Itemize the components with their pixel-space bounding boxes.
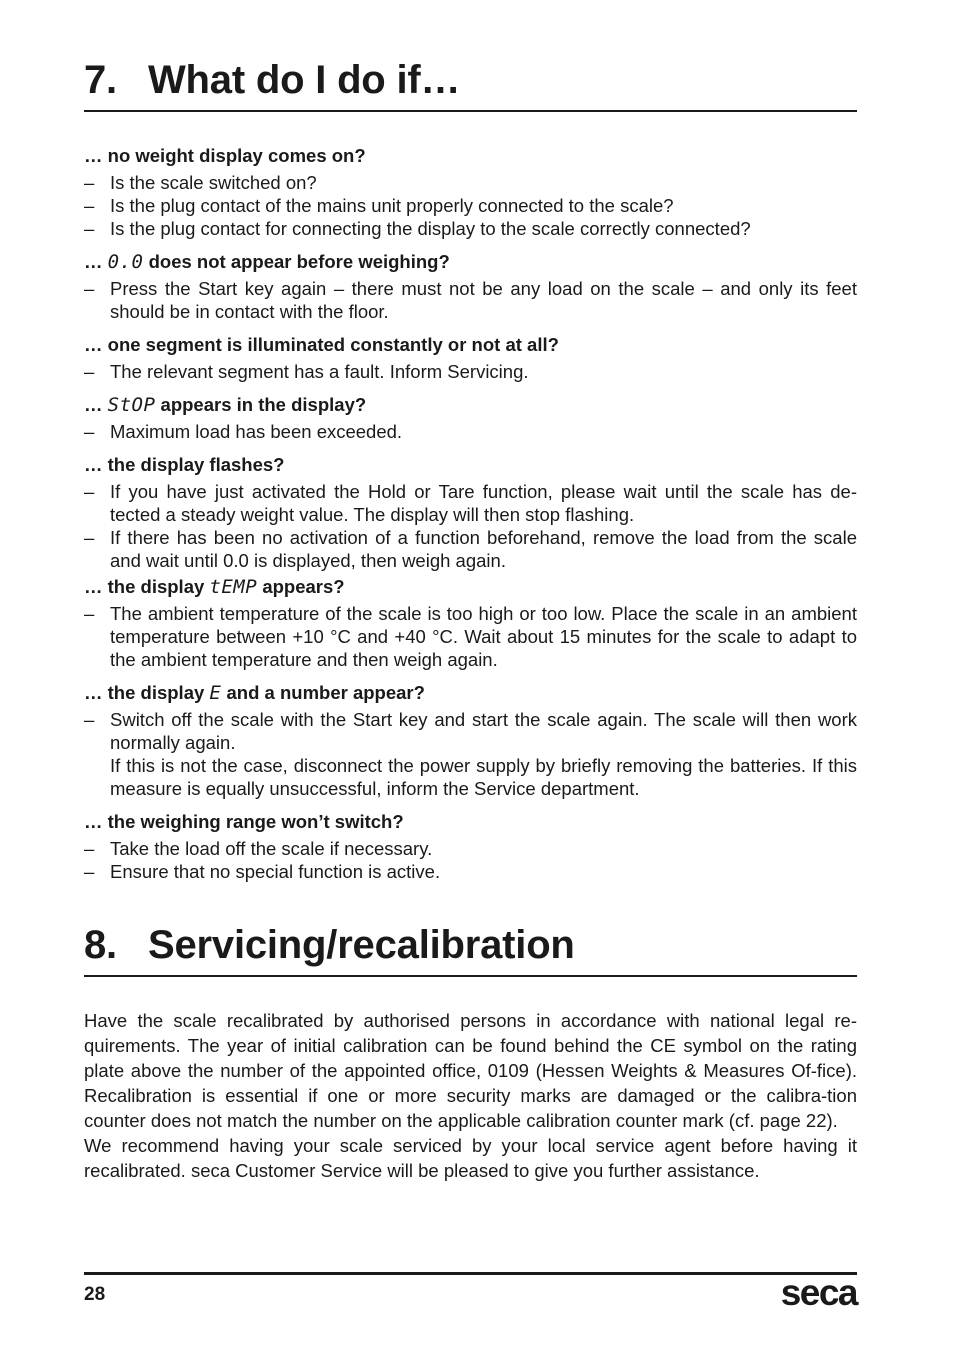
answer-list: [84, 708, 857, 800]
list-item: – Switch off the scale with the Start key and start the scale again. The scale will then work normally again. If this is not the case, disconnect the power supply by briefly removing the batteries. If this measure is equally unsuccessful, inform the Service department.: [84, 709, 857, 799]
segment-display-text: 0.0: [107, 251, 144, 273]
list-item: – Ensure that no special function is active.: [84, 861, 441, 882]
section-8-title: [84, 925, 857, 977]
answer-list: [84, 420, 857, 443]
paragraph: We recommend having your scale serviced by your local service agent before having it recalibrated. seca Customer Service will be pleased to give you further assistance.: [84, 1135, 857, 1181]
question-error-code: … the display E and a number appear?: [84, 682, 425, 704]
list-item: – The ambient temperature of the scale is too high or too low. Place the scale in an ambient temperature between +10 °C and +40 °C. Wait about 15 minutes for the scale to adapt to the ambient temperature and then weigh again.: [84, 603, 857, 670]
page-number: 28: [84, 1284, 106, 1305]
seca-logo: seca: [780, 1272, 857, 1313]
answer-list: [84, 171, 857, 240]
question-zero-not-appear: … 0.0 does not appear before weighing?: [84, 251, 450, 273]
section-8-body: [84, 1008, 857, 1183]
troubleshooting-list: [84, 144, 857, 883]
list-item: – Is the plug contact for connecting the display to the scale correctly connected?: [84, 218, 751, 239]
list-item: – Press the Start key again – there must not be any load on the scale – and only its feet should be in contact with the floor.: [84, 278, 857, 322]
footer-divider: [84, 1272, 857, 1275]
question-segment-fault: … one segment is illuminated constantly or not at all?: [84, 334, 559, 355]
section-8-title-text: Servicing/recalibration: [148, 923, 575, 967]
list-item: – Is the scale switched on?: [84, 172, 317, 193]
question-stop: … StOP appears in the display?: [84, 394, 367, 416]
list-item: – Maximum load has been exceeded.: [84, 421, 403, 442]
section-7-title: [84, 60, 857, 112]
segment-display-text: E: [209, 682, 222, 704]
segment-display-text: StOP: [107, 394, 156, 416]
section-8-number: 8.: [84, 923, 117, 967]
paragraph: Have the scale recalibrated by authorised persons in accordance with national legal re-quirements. The year of initial calibration can be found behind the CE symbol on the rating plate above the number of the appointed office, 0109 (Hessen Weights & Measures Of-fice). Recalibration is essential if one or more security marks are damaged or the calibra-tion counter does not match the number on the applicable calibration counter mark (cf. page 22).: [84, 1010, 857, 1131]
list-item: – If you have just activated the Hold or Tare function, please wait until the scale has de-tected a steady weight value. The display will then stop flashing.: [84, 481, 857, 525]
segment-display-text: tEMP: [209, 576, 258, 598]
list-item: – The relevant segment has a fault. Inform Servicing.: [84, 361, 529, 382]
answer-list: [84, 837, 857, 883]
section-7-number: 7.: [84, 58, 117, 102]
answer-list: [84, 360, 857, 383]
list-item: – Is the plug contact of the mains unit properly connected to the scale?: [84, 195, 674, 216]
section-8-header: [84, 925, 857, 977]
answer-list: [84, 602, 857, 671]
question-range-switch: … the weighing range won’t switch?: [84, 811, 404, 832]
question-temp: … the display tEMP appears?: [84, 576, 345, 598]
answer-list: [84, 277, 857, 323]
list-item: – If there has been no activation of a function beforehand, remove the load from the scale and wait until 0.0 is displayed, then weigh again.: [84, 527, 857, 571]
section-7-title-text: What do I do if…: [148, 58, 461, 102]
section-7-header: [84, 60, 857, 112]
question-display-flashes: … the display flashes?: [84, 454, 285, 475]
list-item: – Take the load off the scale if necessary.: [84, 838, 433, 859]
question-no-display: … no weight display comes on?: [84, 145, 366, 166]
answer-list: [84, 480, 857, 572]
